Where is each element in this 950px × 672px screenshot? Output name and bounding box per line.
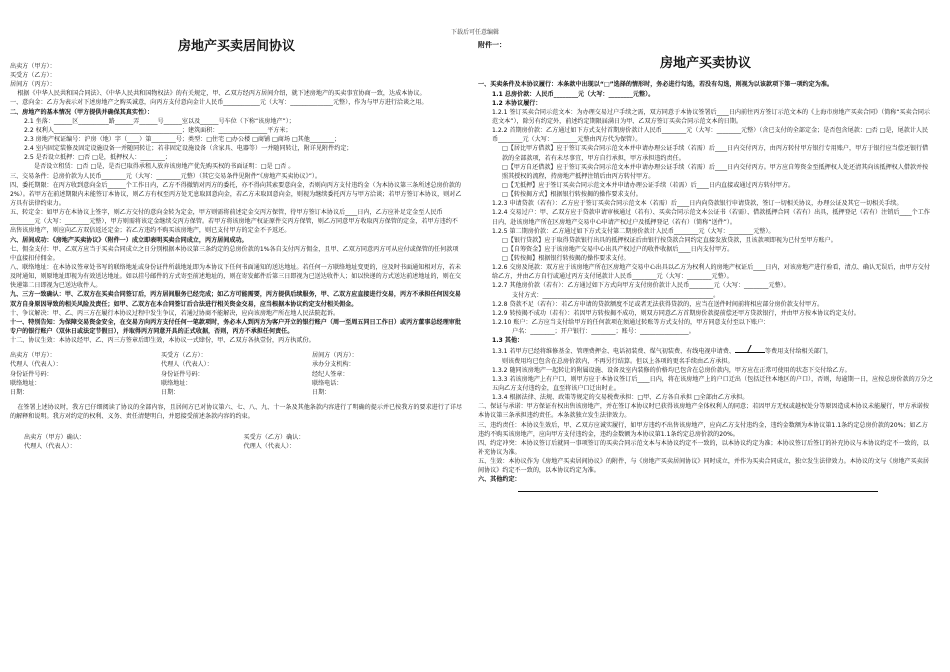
section-tripartite-confirm: 九、三方一致确认：甲、乙双方在买卖合同签订后，丙方居间服务已经完成；如乙方可能需要，丙方提供后续服务，甲、乙双方应直接进行交易，丙方不承担任何因交易双方自身原因导致的相关风险及责任；如甲、乙双方在本合同签订后合法进行相关资金交易，应当根据本协议约定支付相关佣金。 bbox=[10, 291, 461, 308]
r-section-other: 六、其他约定： bbox=[478, 476, 521, 484]
signature-row-parties bbox=[10, 351, 463, 360]
r-section-guarantee: 二、保证与承诺：甲方保证有权出售该房地产，并在签订本协议时已获得该房地产全体权利人的同意；若因甲方无权或越权处分等原因造成本协议未能履行，甲方承诺按本协议第三条承担违约责任。本条款独立发生法律效力。 bbox=[478, 403, 929, 420]
r-clause-1-3-3: 1.3.3 若该房地产上有户口，则甲方应于本协议签订后____日内，将在该房地产上的户口迁出（包括迁往本地区的户口），否则，每逾期一日，应按总房价款的万分之五向乙方支付违约金，直至将该户口迁出时止。 bbox=[492, 375, 933, 393]
download-note: 下载后可任意编辑 bbox=[450, 29, 499, 36]
r-section-conflict: 四、约定冲突：本协议签订后就同一事项签订的买卖合同示范文本与本协议约定不一致的，以本协议约定为准；本协议签订后签订的补充协议与本协议约定不一致的，以补充协议为准。 bbox=[478, 439, 929, 457]
r-clause-1-2-2-option-c: □【无抵押】应于签订买卖合同示范文本并申请办理公证手续（若需）后____日内直接或通过丙方转付甲方。 bbox=[502, 181, 795, 189]
r-clause-1-2-4: 1.2.4 交易过户：甲、乙双方应于贷款申请审核通过（若有）、买卖合同示范文本公证书（若需）、借款抵押合同（若有）出具，抵押登记（若有）注销后____个工作日内，赴该房地产所在区房地产交易中心申请产权过户及抵押登记（若有）（简称“送件”）。 bbox=[492, 209, 930, 226]
other-terms-blank bbox=[518, 485, 878, 492]
seller-confirm-agent: 代理人（代表人）： bbox=[24, 443, 76, 451]
r-clause-1-2: 1.2 本协议履行： bbox=[492, 99, 542, 107]
signature-row-address bbox=[10, 379, 463, 388]
r-clause-1-2-2-option-d: □【转按揭方式】根据银行转按揭的操作要求支付。 bbox=[502, 191, 642, 199]
left-page-title: 房地产买卖居间协议 bbox=[177, 39, 295, 54]
buyer-confirm-agent: 代理人（代表人）： bbox=[243, 443, 296, 451]
clause-2-5: 2.5 是否设立抵押：□否 □是，抵押权人：________； bbox=[24, 154, 171, 162]
r-clause-1-3-1-paid: 等费用支付给相关部门， bbox=[764, 348, 832, 356]
section-commission: 七、佣金支付：甲、乙双方应当于买卖合同成立之日分别根据本协议第三条约定的总房价款的1%各自支付丙方佣金，且甲、乙双方同意丙方可从应付或保管的任何款项中直接扣付佣金。 bbox=[10, 245, 459, 262]
sig-seller-id: 身份证件号码： bbox=[10, 370, 53, 378]
section-property-info: 二、房地产的基本情况（甲方提供并确保其真实性）： bbox=[10, 108, 154, 116]
section-special-notice: 十一、特别告知：为保障交易资金安全，在交易方向丙方支付任何一笔款项时，务必本人到丙方为客户开立的银行账户（周一至周五同日工作日）或丙方董事总经理审批专户的银行账户（双休日或法定节假日），并取得丙方同意开具的正式收据，否则，丙方不承担任何责任。 bbox=[10, 318, 461, 335]
section-trade-terms: 三、交易条件：总房价款为人民币________元（大写：________元整）（其它交易条件见附件“《房地产买卖协议》”）。 bbox=[10, 172, 321, 180]
seller-confirm: 出卖方（甲方）确认： bbox=[24, 434, 85, 442]
r-clause-1-2-2-option-a: □【居比甲方借款】应于签订买卖合同示范文本并申请办理公证手续（若需）后____日内交付丙方，由丙方转付甲方银行专用账户，甲方于银行应当偿还银行借款的全部款项，若有未尽事宜，甲方自行承担，甲方承担违约责任。 bbox=[502, 145, 929, 162]
sig-broker-date: 日期： bbox=[312, 388, 331, 396]
right-page-title: 房地产买卖协议 bbox=[659, 55, 751, 71]
sig-broker-phone: 联络电话： bbox=[312, 379, 343, 387]
clause-2-5-lease: 是否设立租赁：□否 □是，是否已取得承租人放弃该房地产优先购买权的书面证明：□是 □否 。 bbox=[34, 163, 295, 171]
section-deposit-transfer: 五、转定金：如甲方在本协议上签字，则乙方交付的意向金转为定金，甲方则需将前述定金交丙方保管，待甲方签订本协议后____日内，乙方应补足定金至人民币________元（大写：________元整），甲方则需将该定金继续交丙方保管。若甲方将该房地产权证原件交丙方保管，则乙方同意甲方收取丙方保管的定金，若甲方违约不出售该房地产，则应向乙方双倍返还定金；若乙方违约不购买该房地产，则已支付甲方的定金不予返还。 bbox=[10, 209, 458, 235]
confirmation-note: 在签署上述协议时，我方已仔细阅读了协议的全部内容，且居间方已对协议第六、七、八、九、十一条及其他条款内容进行了明确的提示并已按我方的要求进行了详尽的解释和说明。我方对约定的权利、义务、责任清楚明白，并愿接受前述条款内容的约束。 bbox=[10, 403, 463, 421]
r-clause-1-2-5-option-a: □【银行贷款】应于取得贷款银行出具的抵押权证后由银行按贷款合同约定直接发放贷款，且该款项即视为已付至甲方账户。 bbox=[502, 236, 837, 244]
intro-paragraph: 根据《中华人民共和国合同法》、《中华人民共和国物权法》的有关规定，甲、乙双方经丙方居间介绍，就下述房地产的买卖事宜协商一致，达成本协议。 bbox=[17, 90, 426, 98]
r-clause-1-3-2: 1.3.2 随同该房地产一起转让的附属设施、设备及室内装修的价格均已包含在总房价款内，甲方应在正常可使用的状态下交付给乙方。 bbox=[492, 366, 851, 374]
r-clause-1-2-5-option-c: □【转按揭】根据银行转按揭的操作要求支付。 bbox=[502, 255, 630, 263]
clause-2-2: 2.2 权利人__________________________________________；建筑面积：________________平方米； bbox=[24, 126, 292, 134]
r-section-terms: 一、买卖条件及本协议履行：本条款中出现以“□”选择的情形时，务必进行勾选，若没有勾选，则视为以该款项下第一项约定为准。 bbox=[478, 81, 834, 89]
sig-buyer-id: 身份证件号码： bbox=[161, 370, 204, 378]
signature-row-id bbox=[10, 370, 463, 379]
r-clause-1-2-5: 1.2.5 第二期房价款：乙方通过如下方式支付第二期房价款计人民币________元（大写：________元整）。 bbox=[492, 227, 775, 235]
section-effectiveness: 十二、协议生效：本协议经甲、乙、丙三方签章后即生效，本协议一式肆份，甲、乙双方各执壹份，丙方执贰份。 bbox=[10, 337, 315, 345]
r-clause-1-3-1-fees: 1.3.1 若甲方已经将维修基金、管理费押金、电话初装费、煤气初装费、有线电视申请费、 bbox=[492, 348, 735, 356]
sig-broker: 居间方（丙方）： bbox=[312, 352, 358, 360]
section-entrust-period: 四、委托期限：在丙方收到意向金后______个工作日内，乙方不得撤销对丙方的委托，亦不得向其索要意向金，否则向丙方支付违约金（为本协议第三条所述总房价款的2%）。若甲方在前述期限内未能签订本协议，则乙方有权至丙方处无息取回意向金，若乙方未取回意向金，则视为继续委托丙方与甲方洽谈；若甲方签订本协议，则对乙方具有法律约束力。 bbox=[10, 181, 462, 207]
signature-row-agents bbox=[10, 360, 463, 369]
confirmation-signature-row bbox=[10, 433, 463, 442]
r-clause-1-2-7: 1.2.7 其他房价款（若有）：乙方通过如下方式向甲方支付房价款计人民币________元（大写：________元整）。 bbox=[492, 282, 790, 290]
r-clause-1-2-1: 1.2.1 签订买卖合同示范文本：为办理交易过户手续之需，双方同意于本协议签署后____日内前往丙方签订示范文本的《上海市房地产买卖合同》（简称“买卖合同示范文本”），除另有约定外，前述约定期限届满日为甲、乙双方签订买卖合同示范文本的日期。 bbox=[492, 108, 931, 125]
sig-seller-date: 日期： bbox=[10, 388, 29, 396]
r-clause-1-2-2-option-b: □【甲方自还借款】应于签订买卖合同示范文本并申请办理公证手续（若需）后____日内交付丙方。甲方应自筹资金至抵押权人处还清其向该抵押权人借款并按照其授权的流程，持房地产抵押注销后由丙方转付甲方。 bbox=[502, 163, 929, 180]
r-section-effect: 五、生效：本协议作为《房地产买卖居间协议》的附件，与《房地产买卖居间协议》同时成立，并作为买卖合同成立，独立发生法律效力。本协议的文与《房地产买卖居间协议》约定不一致的，以本协议约定为准。 bbox=[478, 458, 929, 475]
signature-row-date bbox=[10, 388, 463, 397]
r-clause-1-2-6: 1.2.6 交房及尾款：双方应于该房地产所在区房地产交易中心出具以乙方为权利人的房地产权证后____日内，对该房地产进行验看，清点、确认无误后，由甲方交付给乙方，并由乙方自行或通过丙方支付尾款计人民币________元（大写：________元整）。 bbox=[492, 264, 930, 281]
r-clause-1-2-8: 1.2.8 贷款不足（若有）：若乙方申请的贷款额度不足或者无法获得贷款的，应当在送件时间前将相应部分房价款支付甲方。 bbox=[492, 300, 824, 308]
section-dispute: 十、争议解决：甲、乙、丙三方在履行本协议过程中发生争议，若通过协商不能解决，应向该房地产所在地人民法院起诉。 bbox=[10, 309, 340, 317]
annex-label: 附件一： bbox=[478, 41, 506, 49]
left-page-brokerage-agreement bbox=[10, 36, 463, 452]
section-brokerage-success: 六、居间成功：《房地产买卖协议》（附件一）成立即表明买卖合同成立，丙方居间成功。 bbox=[10, 236, 248, 244]
sig-branch: 承办分支机构： bbox=[312, 361, 355, 369]
r-clause-1-2-3: 1.2.3 申请贷款（若有）：乙方应于签订买卖合同示范文本（若需）后____日内向贷款银行申请贷款，签订一切相关协议，办理公证及其它一切相关手续。 bbox=[492, 200, 903, 208]
sig-agent-seal: 经纪人签章： bbox=[312, 370, 349, 378]
r-clause-1-2-2: 1.2.2 首期房价款：乙方通过如下方式支付首期房价款计人民币________元（大写：________元整）（含已支付的全部定金；是否包含尾款：□否 □是，尾款计人民币________元（大写：________元整由丙方代为保管）。 bbox=[492, 127, 929, 144]
section-intent-deposit: 一、意向金：乙方为表示对下述房地产之购买诚意，向丙方支付意向金计人民币____________元（大写：______________元整），作为与甲方进行洽谈之用。 bbox=[10, 99, 428, 107]
right-page-sale-agreement bbox=[478, 36, 933, 495]
party-b-line: 买受方（乙方）： bbox=[10, 72, 56, 80]
confirmation-agent-row bbox=[10, 442, 463, 451]
party-a-line: 出卖方（甲方）： bbox=[10, 62, 56, 70]
r-clause-1-2-10: 1.2.10 账户：乙方应当支付给甲方的任何款项在须通过转账等方式支付的，甲方同意支付至以下账户： bbox=[492, 319, 770, 327]
r-clause-1-3: 1.3 其他： bbox=[492, 337, 524, 345]
handwritten-slash-mark bbox=[735, 345, 765, 353]
r-clause-1-1: 1.1 总房价款：人民币________元（大写：________元整）。 bbox=[492, 90, 655, 98]
clause-2-1: 2.1 坐落：______区__________路______弄______号______室以及______号车位（下称“该房地产”）； bbox=[24, 117, 295, 125]
buyer-confirm: 买受方（乙方）确认： bbox=[243, 434, 305, 442]
r-clause-1-2-7-method: 支付方式：________________________________________________________。 bbox=[512, 291, 720, 299]
r-clause-1-3-1-cont: 则该费用均已包含在总房价款内，不再另行结算。但以上各项的更名手续由乙方承担。 bbox=[502, 357, 734, 365]
sig-seller: 出卖方（甲方）： bbox=[10, 352, 56, 360]
sig-seller-address: 联络地址： bbox=[10, 379, 41, 387]
clause-2-4: 2.4 室内固定装修及固定设施设备一并随同转让；若非固定设施设备（含家具、电器等）一并随同转让，附详见附件约定； bbox=[24, 145, 353, 153]
sig-seller-agent: 代理人（代表人）： bbox=[10, 361, 62, 369]
sig-buyer-address: 联络地址： bbox=[161, 379, 192, 387]
r-section-liability: 三、违约责任：本协议生效后，甲、乙双方应诚实履行，如甲方违约不出售该房地产，应向乙方支付违约金，违约金数额为本协议第1.1条约定总房价款的20%；如乙方违约不购买该房地产，应向甲方支付违约金，违约金数额为本协议第1.1条约定总房价款的20%。 bbox=[478, 421, 928, 438]
clause-2-3: 2.3 房地产权证编号：沪房（地）字（____）第________号；类型：□住宅 □办公楼 □商铺 □商场 □其他________； bbox=[24, 136, 341, 144]
sig-buyer-agent: 代理人（代表人）： bbox=[161, 361, 213, 369]
r-clause-1-3-1 bbox=[478, 345, 933, 356]
sig-buyer: 买受方（乙方）： bbox=[161, 352, 207, 360]
party-c-line: 居间方（丙方）： bbox=[10, 81, 56, 89]
section-contact-address: 八、联络地址：在本协议签章处书写的联络地址或身份证件所载地址即为本协议下任何书面通知的送达地址。若任何一方联络地址变更的，应及时书面通知相对方，若未及时通知，则原地址即视为有效送达地址。如以挂号邮件的方式寄至前述地址的，则在寄发邮件后第三日即视为已送达收件人；如以快递的方式送达前述地址的，则在交快递第二日即视为已送达收件人。 bbox=[10, 263, 461, 290]
r-clause-1-2-9: 1.2.9 转按揭不成功（若有）：若因甲方转按揭不成功，则双方同意乙方首期房价款提前偿还甲方贷款银行，并由甲方按本协议约定支付。 bbox=[492, 309, 860, 317]
r-clause-1-2-10-account: 户名：________；开户银行：________；账号：________________。 bbox=[512, 328, 695, 336]
r-clause-1-3-4: 1.3.4 根据法律、法规、政策等规定的交易税费承担：□甲、乙方各自承担 □全部由乙方承担。 bbox=[492, 394, 749, 402]
sig-buyer-date: 日期： bbox=[161, 388, 180, 396]
r-clause-1-2-5-option-b: □【自筹资金】应于该房地产交易中心出具产权过户的收件收据后____日内支付甲方。 bbox=[502, 245, 734, 253]
